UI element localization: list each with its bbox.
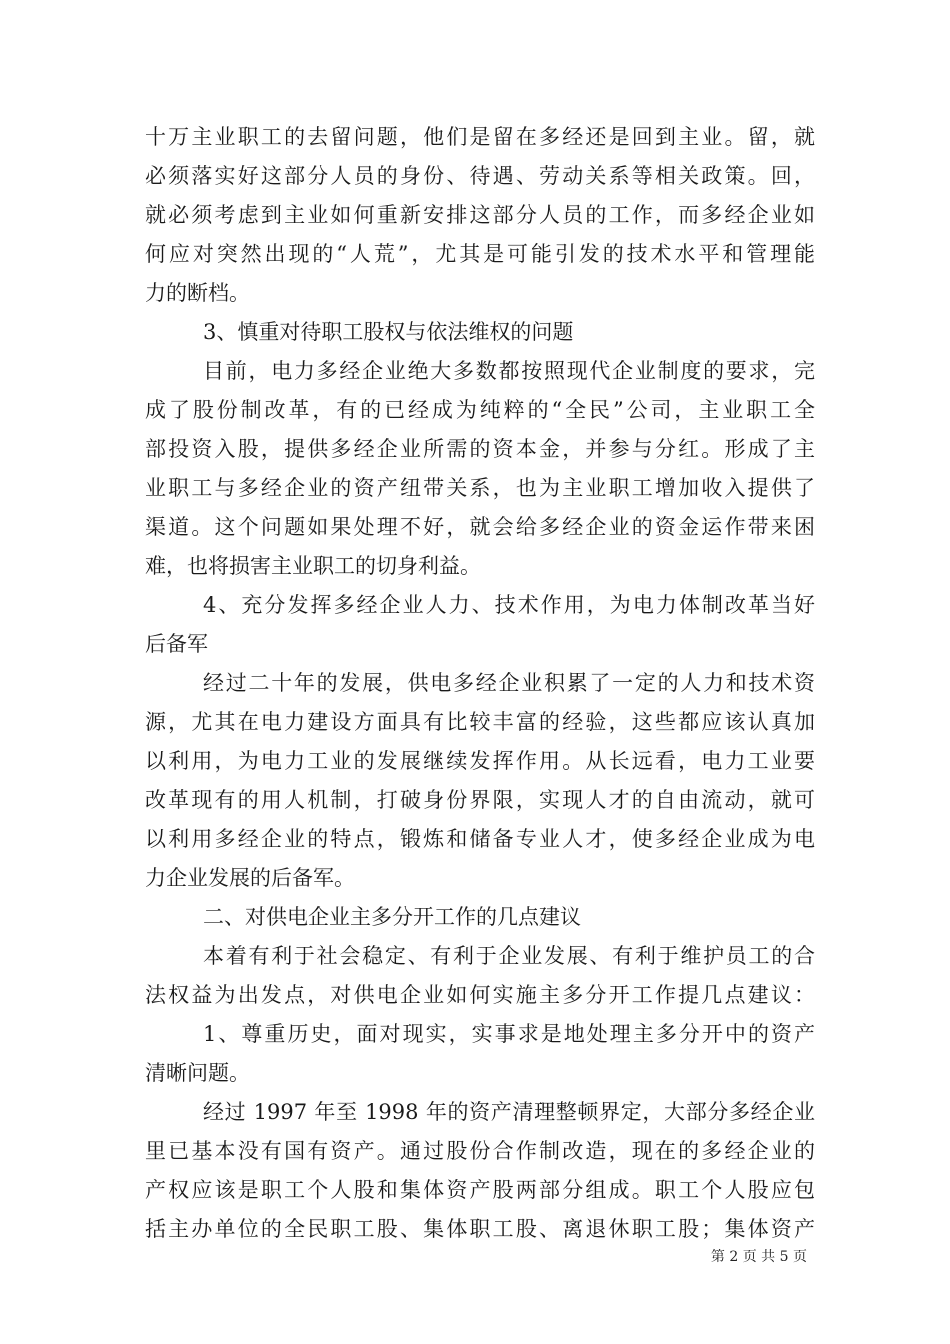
text-line: 改革现有的用人机制，打破身份界限，实现人才的自由流动，就可 [145, 788, 815, 812]
text-line: 源，尤其在电力建设方面具有比较丰富的经验，这些都应该认真加 [145, 710, 815, 734]
text-line: 产权应该是职工个人股和集体资产股两部分组成。职工个人股应包 [145, 1178, 815, 1202]
text-line: 部投资入股，提供多经企业所需的资本金，并参与分红。形成了主 [145, 437, 815, 461]
text-line: 难，也将损害主业职工的切身利益。 [145, 554, 481, 578]
text-line: 以利用，为电力工业的发展继续发挥作用。从长远看，电力工业要 [145, 749, 815, 773]
text-line: 以利用多经企业的特点，锻炼和储备专业人才，使多经企业成为电 [145, 827, 815, 851]
text-line: 本着有利于社会稳定、有利于企业发展、有利于维护员工的合 [203, 944, 815, 968]
section-heading: 4、充分发挥多经企业人力、技术作用，为电力体制改革当好 [203, 593, 815, 617]
text-line: 成了股份制改革，有的已经成为纯粹的“全民”公司，主业职工全 [145, 398, 815, 422]
text-line: 经过 1997 年至 1998 年的资产清理整顿界定，大部分多经企业 [203, 1100, 815, 1124]
text-line: 目前，电力多经企业绝大多数都按照现代企业制度的要求，完 [203, 359, 815, 383]
text-line: 业职工与多经企业的资产纽带关系，也为主业职工增加收入提供了 [145, 476, 815, 500]
text-line: 何应对突然出现的“人荒”，尤其是可能引发的技术水平和管理能 [145, 242, 815, 266]
text-line: 括主办单位的全民职工股、集体职工股、离退休职工股；集体资产 [145, 1217, 815, 1241]
text-line: 渠道。这个问题如果处理不好，就会给多经企业的资金运作带来困 [145, 515, 815, 539]
text-line: 力的断档。 [145, 281, 250, 305]
text-line: 经过二十年的发展，供电多经企业积累了一定的人力和技术资 [203, 671, 815, 695]
section-heading: 清晰问题。 [145, 1061, 250, 1085]
section-heading: 后备军 [145, 632, 208, 656]
text-line: 里已基本没有国有资产。通过股份合作制改造，现在的多经企业的 [145, 1139, 815, 1163]
section-heading: 1、尊重历史，面对现实，实事求是地处理主多分开中的资产 [203, 1022, 815, 1046]
page-number: 第 2 页 共 5 页 [710, 1249, 807, 1265]
text-line: 必须落实好这部分人员的身份、待遇、劳动关系等相关政策。回， [145, 164, 815, 188]
text-line: 力企业发展的后备军。 [145, 866, 355, 890]
section-heading: 二、对供电企业主多分开工作的几点建议 [203, 905, 581, 929]
section-heading: 3、慎重对待职工股权与依法维权的问题 [203, 320, 574, 344]
text-line: 就必须考虑到主业如何重新安排这部分人员的工作，而多经企业如 [145, 203, 815, 227]
text-line: 法权益为出发点，对供电企业如何实施主多分开工作提几点建议： [145, 983, 815, 1007]
text-line: 十万主业职工的去留问题，他们是留在多经还是回到主业。留，就 [145, 125, 815, 149]
